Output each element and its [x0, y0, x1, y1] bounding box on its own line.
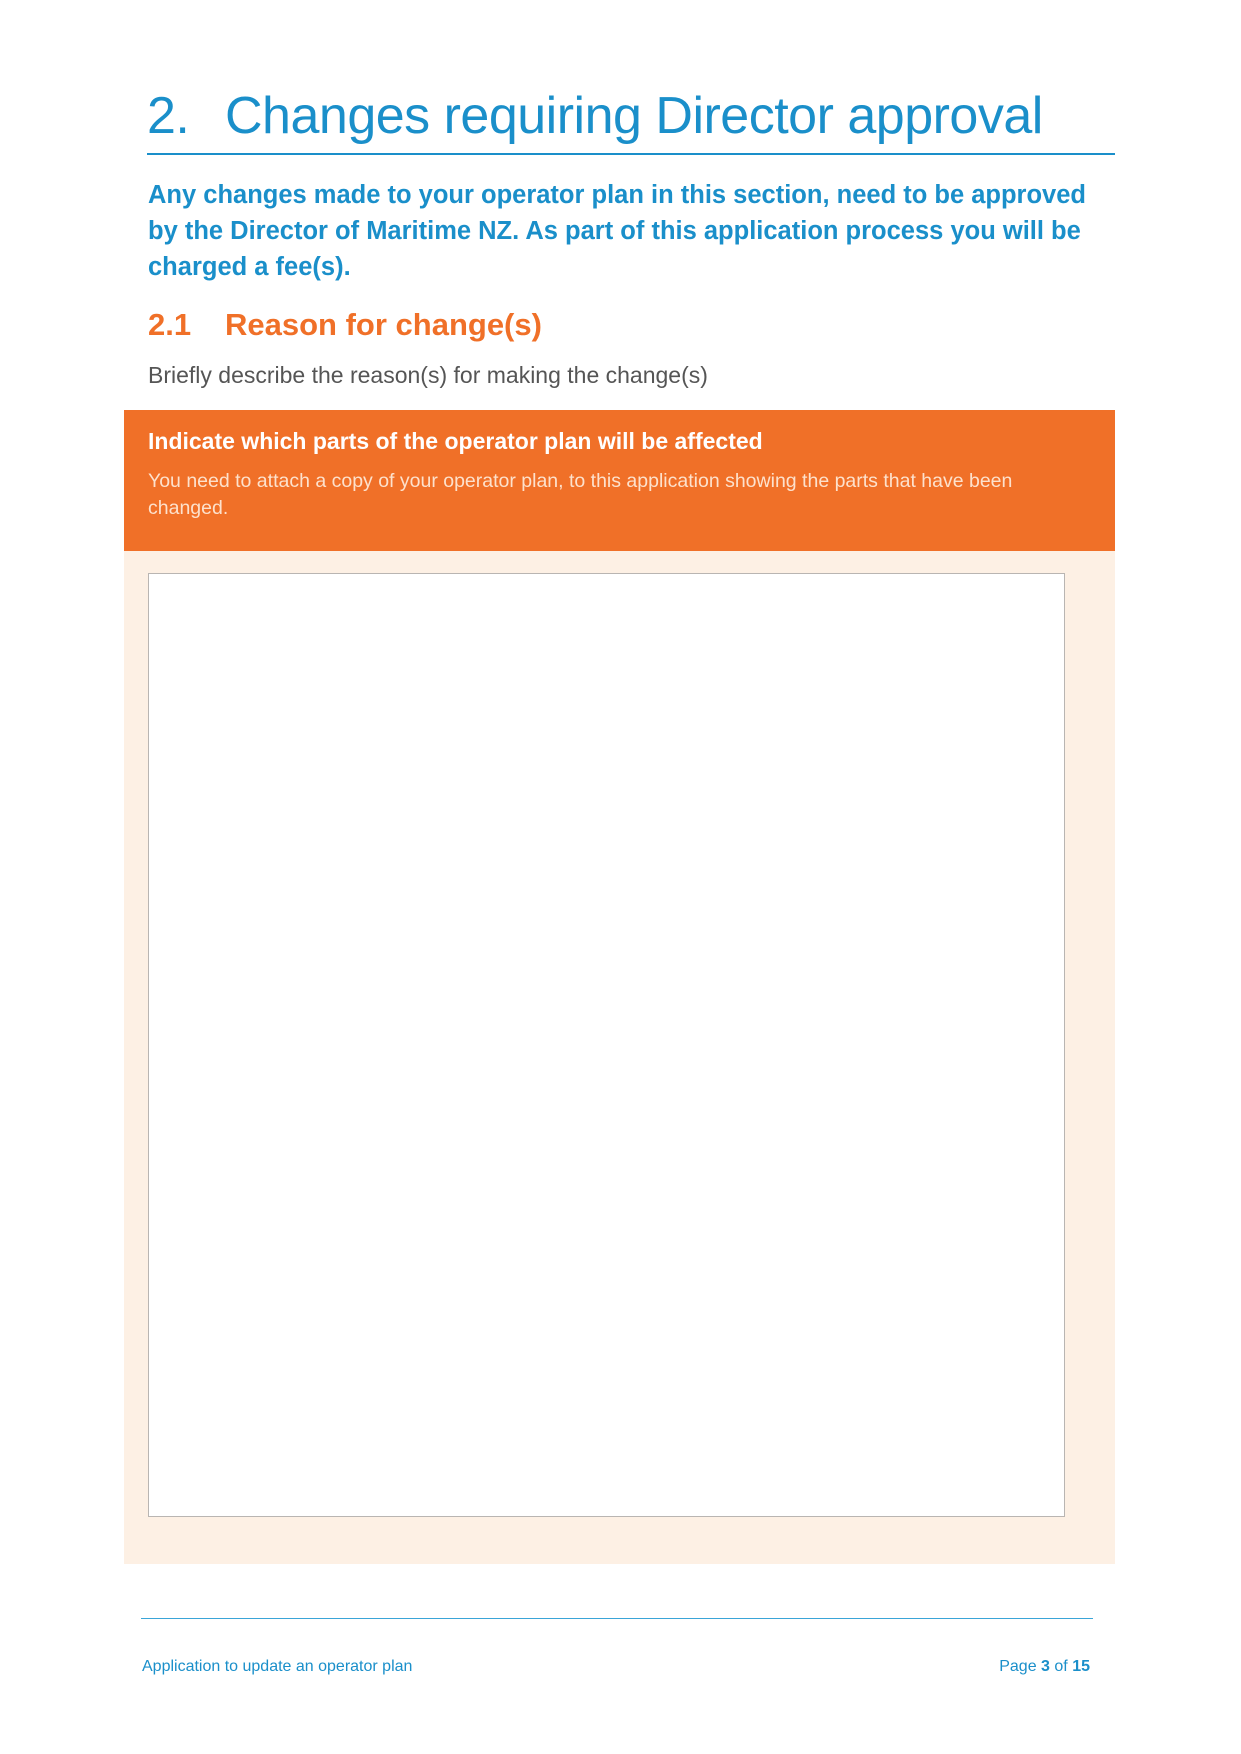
page-separator: of	[1054, 1658, 1068, 1675]
page-current: 3	[1041, 1658, 1050, 1675]
section-title-text: Changes requiring Director approval	[225, 87, 1043, 145]
section-title	[147, 86, 1115, 155]
page-total: 15	[1072, 1658, 1090, 1675]
affected-parts-panel	[124, 410, 1115, 1564]
footer-document-title: Application to update an operator plan	[142, 1658, 413, 1675]
panel-heading: Indicate which parts of the operator plan will be affected	[148, 428, 763, 454]
page-number	[999, 1657, 1090, 1677]
subsection-heading	[148, 306, 542, 344]
reason-answer-field[interactable]	[148, 573, 1065, 1517]
subsection-number: 2.1	[148, 307, 192, 342]
panel-note: You need to attach a copy of your operator plan, to this application showing the parts that have been changed.	[148, 470, 1013, 519]
page-label: Page	[999, 1658, 1037, 1675]
subsection-title: Reason for change(s)	[225, 307, 542, 342]
footer-divider	[141, 1618, 1093, 1619]
panel-header	[124, 410, 1115, 551]
intro-paragraph: Any changes made to your operator plan in this section, need to be approved by the Director of Maritime NZ. As part of this application process you will be charged a fee(s).	[148, 181, 1086, 281]
section-number: 2.	[147, 87, 190, 145]
subsection-instruction: Briefly describe the reason(s) for making the change(s)	[148, 362, 708, 388]
